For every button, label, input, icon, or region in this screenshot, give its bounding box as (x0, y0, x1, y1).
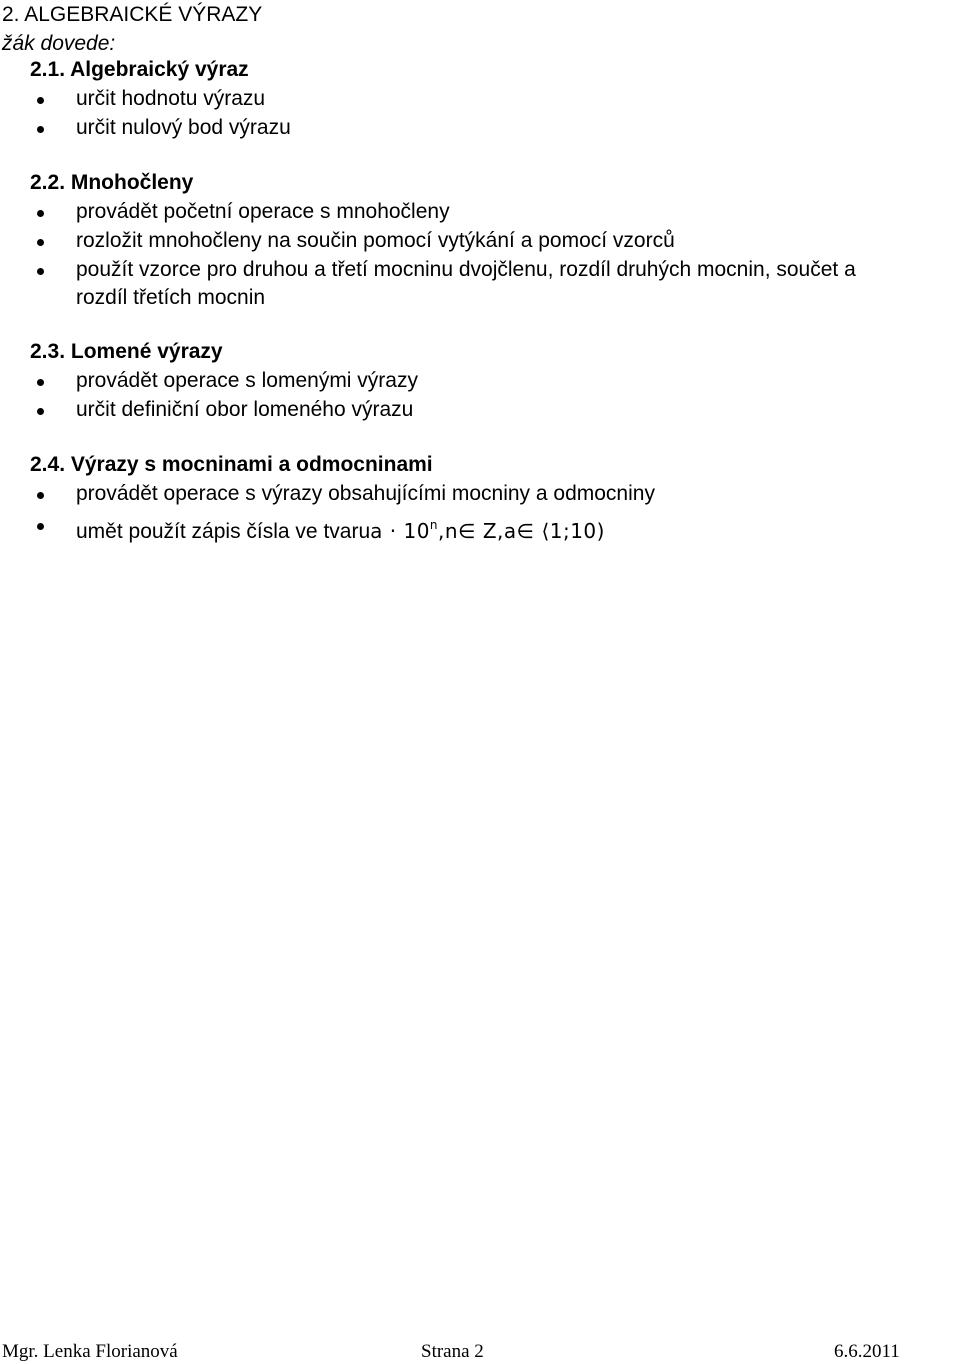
bullet-icon (37, 126, 44, 133)
list-item: provádět operace s výrazy obsahujícími mocniny a odmocniny (76, 482, 655, 505)
footer-page-number: Strana 2 (421, 1341, 484, 1362)
list-item: určit hodnotu výrazu (76, 87, 266, 110)
list-item: určit definiční obor lomeného výrazu (76, 398, 414, 421)
list-item-continuation: rozdíl třetích mocnin (76, 286, 266, 309)
list-item: rozložit mnohočleny na součin pomocí vytýkání a pomocí vzorců (76, 229, 675, 252)
page-heading: 2. ALGEBRAICKÉ VÝRAZY (2, 3, 263, 26)
bullet-icon (37, 268, 44, 275)
bullet-icon (37, 210, 44, 217)
bullet-icon (37, 523, 44, 530)
scientific-notation-formula: $a \cdot 10^n,n\in$ Z,a∈ ⟨1;10) (370, 518, 605, 543)
list-item (76, 512, 605, 545)
section-title-2-3: 2.3. Lomené výrazy (30, 340, 223, 363)
list-item: provádět operace s lomenými výrazy (76, 369, 418, 392)
section-title-2-2: 2.2. Mnohočleny (30, 171, 194, 194)
section-title-2-1: 2.1. Algebraický výraz (30, 58, 249, 81)
bullet-icon (37, 492, 44, 499)
bullet-icon (37, 379, 44, 386)
footer-author: Mgr. Lenka Florianová (2, 1341, 178, 1362)
list-item: použít vzorce pro druhou a třetí mocninu dvojčlenu, rozdíl druhých mocnin, součet a (76, 258, 856, 281)
bullet-icon (37, 408, 44, 415)
list-item-text: umět použít zápis čísla ve tvaru (76, 520, 371, 543)
bullet-icon (37, 239, 44, 246)
bullet-icon (37, 97, 44, 104)
footer-date: 6.6.2011 (834, 1341, 900, 1362)
list-item: provádět početní operace s mnohočleny (76, 200, 450, 223)
section-title-2-4: 2.4. Výrazy s mocninami a odmocninami (30, 453, 433, 476)
list-item: určit nulový bod výrazu (76, 116, 291, 139)
page-subheading: žák dovede: (2, 32, 116, 55)
